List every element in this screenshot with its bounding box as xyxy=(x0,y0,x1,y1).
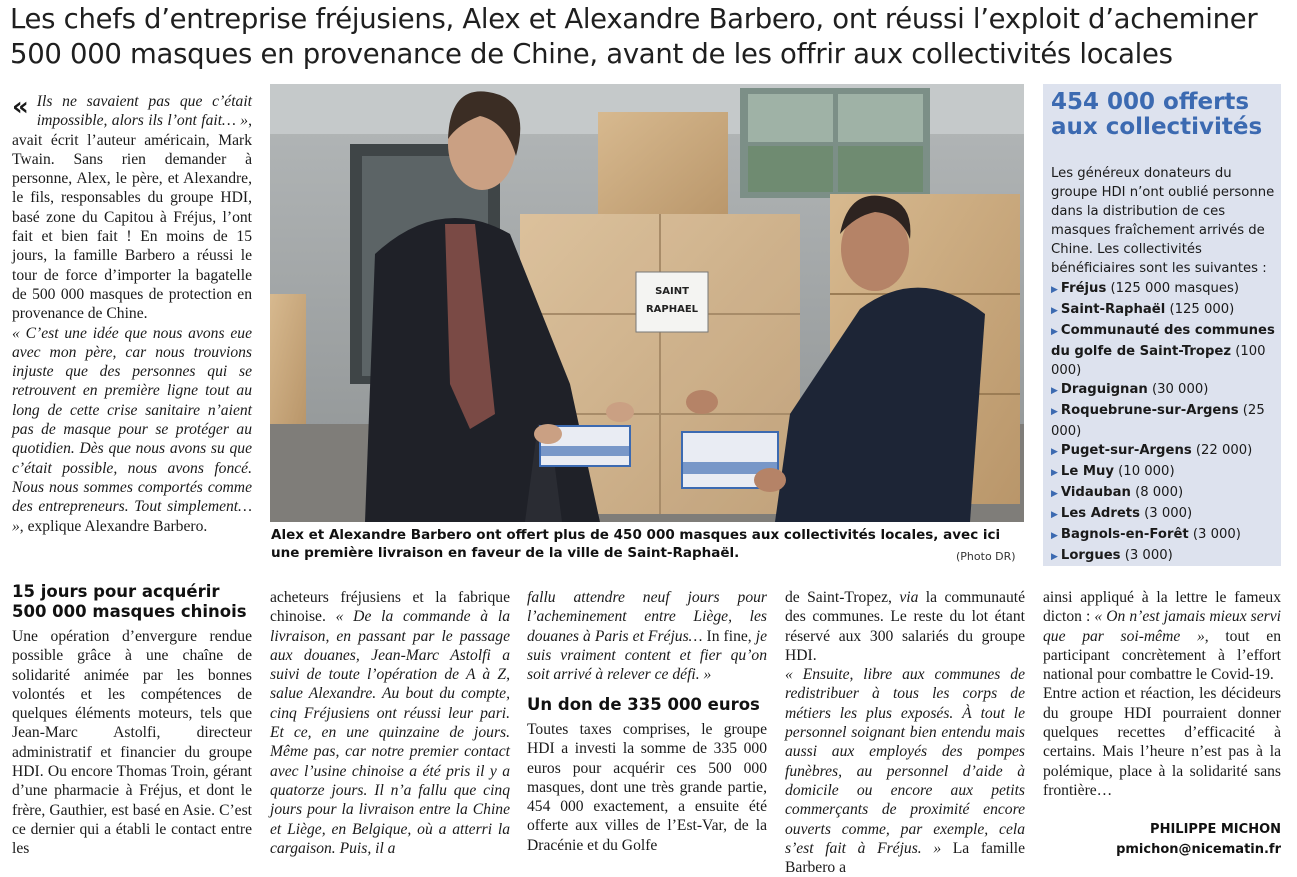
triangle-bullet-icon: ▶ xyxy=(1051,306,1058,316)
beneficiary-name: Les Adrets xyxy=(1060,506,1140,521)
triangle-bullet-icon: ▶ xyxy=(1051,285,1058,295)
photo-barbero-masks xyxy=(270,84,1024,522)
col4-quote: « Ensuite, libre aux communes de redistribuer à tous les corps de métiers les plus exposés. À tout le personnel soignant bien entendu mais aussi aux employés des pompes funèbres, au personnel d’aide à domicile ou encore aux petits commerçants de proximité encore ouverts comme, par exemple, cela s’est fait à Fréjus. » xyxy=(785,666,1025,857)
article-column-1 xyxy=(12,92,252,536)
col4-text-a: de Saint-Tropez, xyxy=(785,589,900,606)
opening-quote-mark: « xyxy=(12,92,29,122)
col5-text-b: , tout en participant concrètement à l’effort national pour combattre le Covid-19. xyxy=(1043,627,1281,684)
beneficiary-name: Draguignan xyxy=(1060,382,1148,397)
beneficiary-name: Lorgues xyxy=(1060,548,1121,563)
alexandre-quote-attribution: , explique Alexandre Barbero. xyxy=(19,517,208,535)
photo-credit: (Photo DR) xyxy=(956,550,1016,563)
alexandre-quote: « C’est une idée que nous avons eue avec mon père, car nous trouvions injuste que des personnes qui se retrouvent en première ligne tout au long de cette crise sanitaire n’aient pas de masque pour se protéger au quotidien. Dès que nous avons su que c’était possible, nous avons foncé. Nous nous sommes comportés comme des entrepreneurs. Tout simplement… » xyxy=(12,324,252,535)
headline xyxy=(10,2,1290,72)
beneficiary-amount: (125 000) xyxy=(1165,302,1235,317)
list-item xyxy=(1051,441,1279,462)
col3-quote-2: je suis vraiment content et fier qu’on soit arrivé à relever ce défi. » xyxy=(527,627,767,684)
beneficiary-amount: (25 000) xyxy=(1051,403,1265,439)
paragraph-liege xyxy=(527,588,767,684)
beneficiary-amount: (10 000) xyxy=(1113,464,1175,479)
triangle-bullet-icon: ▶ xyxy=(1051,327,1058,337)
beneficiary-amount: (3 000) xyxy=(1188,527,1241,542)
col5-text-a: ainsi appliqué à la lettre le fameux dicton : xyxy=(1043,589,1281,626)
beneficiary-name: Fréjus xyxy=(1060,281,1107,296)
box-sign-line-2: RAPHAEL xyxy=(645,304,699,315)
col2-quote: « De la commande à la livraison, en passant par le passage aux douanes, Jean-Marc Astolfi a suivi de toute l’opération de A à Z, salue Alexandre. Au bout du compte, cinq Fréjusiens ont réussi leur pari. Et ce, en une quinzaine de jours. Même pas, car notre premier contact avec l’usine chinoise a été pris il y a quatorze jours. Il n’a fallu que cinq jours pour la livraison entre la Chine et Liège, en Belgique, où a atterri la cargaison. Puis, il a xyxy=(270,608,510,857)
col4-end: La famille Barbero a xyxy=(785,839,1025,877)
subhead-don: Un don de 335 000 euros xyxy=(527,695,760,714)
beneficiaries-list xyxy=(1051,279,1279,567)
headline-line-2: 500 000 masques en provenance de Chine, avant de les offrir aux collectivités locales xyxy=(10,38,1173,70)
list-item xyxy=(1051,483,1279,504)
article-column-5 xyxy=(1043,588,1281,800)
triangle-bullet-icon: ▶ xyxy=(1051,407,1058,417)
beneficiary-name: Bagnols-en-Forêt xyxy=(1060,527,1189,542)
beneficiary-amount: (3 000) xyxy=(1139,506,1193,521)
sidebar-box xyxy=(1043,84,1281,566)
paragraph-dicton xyxy=(1043,588,1281,684)
paragraph-action: Entre action et réaction, les décideurs du groupe HDI pourraient donner quelques recettes d’efficacité à certains. Mais l’heure n’est pas à la polémique, place à la solidarité sans frontière… xyxy=(1043,685,1281,799)
article-column-2 xyxy=(270,588,510,858)
subhead-15-jours: 15 jours pour acquérir 500 000 masques chinois xyxy=(12,582,247,621)
list-item xyxy=(1051,401,1279,441)
headline-line-1: Les chefs d’entreprise fréjusiens, Alex et Alexandre Barbero, ont réussi l’exploit d’acheminer xyxy=(10,3,1258,35)
beneficiary-amount: (3 000) xyxy=(1120,548,1173,563)
byline xyxy=(1043,820,1281,860)
list-item xyxy=(1051,279,1279,300)
sidebar-title: 454 000 offerts aux collectivités xyxy=(1051,89,1263,140)
article-column-1-continued xyxy=(12,627,252,859)
photo-caption: Alex et Alexandre Barbero ont offert plus de 450 000 masques aux collectivités locales, avec ici une première livraison en faveur de la ville de Saint-Raphaël. xyxy=(271,527,1001,561)
col2-plain-text: acheteurs fréjusiens et la fabrique chinoise. xyxy=(270,589,510,626)
lead-paragraph xyxy=(12,92,252,324)
list-item xyxy=(1051,504,1279,525)
list-item xyxy=(1051,546,1279,567)
list-item xyxy=(1051,321,1279,380)
triangle-bullet-icon: ▶ xyxy=(1051,510,1058,520)
paragraph-saint-tropez xyxy=(785,588,1025,665)
sidebar-intro: Les généreux donateurs du groupe HDI n’ont oublié personne dans la distribution de ces masques fraîchement arrivés de Chine. Les collectivités bénéficiaires sont les suivantes : xyxy=(1051,166,1275,276)
box-sign-line-1: SAINT xyxy=(655,286,689,297)
triangle-bullet-icon: ▶ xyxy=(1051,489,1058,499)
paragraph-don: Toutes taxes comprises, le groupe HDI a investi la somme de 335 000 euros pour acquérir ces 500 000 masques, dont une très grande partie, 454 000 exactement, a ensuite été offerte aux villes de l’Est-Var, de la Dracénie et du Golfe xyxy=(527,721,767,854)
col3-quote-1: fallu attendre neuf jours pour l’acheminement entre Liège, les douanes à Paris et Fréjus… xyxy=(527,589,767,645)
paragraph-operation: Une opération d’envergure rendue possible grâce à une chaîne de solidarité animée par les bonnes volontés et les compétences de quelques éléments moteurs, tels que Jean-Marc Astolfi, directeur administratif et financier du groupe HDI. Ou encore Thomas Troin, gérant d’une pharmacie à Fréjus, et dont le frère, Gauthier, est basé en Asie. C’est ce dernier qui a établi le contact entre les xyxy=(12,628,252,858)
beneficiary-name: Roquebrune-sur-Argens xyxy=(1060,403,1239,418)
beneficiary-amount: (8 000) xyxy=(1130,485,1184,500)
article-column-3 xyxy=(527,588,767,684)
list-item xyxy=(1051,380,1279,401)
beneficiary-amount: (100 000) xyxy=(1051,344,1266,378)
lead-text: , avait écrit l’auteur américain, Mark Twain. Sans rien demander à personne, Alex, le père, et Alexandre, le fils, responsables du groupe HDI, basé zone du Capitou à Fréjus, l’ont fait et bien fait ! En moins de 15 jours, la famille Barbero a réussi le tour de force d’importer la bagatelle de 500 000 masques de protection en provenance de Chine. xyxy=(12,112,252,323)
author-name: PHILIPPE MICHON xyxy=(1150,822,1281,837)
col4-via: via xyxy=(899,589,919,606)
beneficiary-name: Vidauban xyxy=(1060,485,1131,500)
beneficiary-amount: (125 000 masques) xyxy=(1106,281,1240,296)
article-column-3-continued xyxy=(527,720,767,855)
beneficiary-amount: (30 000) xyxy=(1147,382,1209,397)
list-item xyxy=(1051,525,1279,546)
col4-text-b: la communauté des communes. Le reste du lot étant réservé aux 300 salariés du groupe HDI. xyxy=(785,589,1025,664)
article-photo xyxy=(270,84,1024,522)
col5-quote: « On n’est jamais mieux servi que par soi-même » xyxy=(1043,608,1281,645)
article-column-4 xyxy=(785,588,1025,877)
triangle-bullet-icon: ▶ xyxy=(1051,531,1058,541)
author-email[interactable]: pmichon@nicematin.fr xyxy=(1116,842,1281,857)
triangle-bullet-icon: ▶ xyxy=(1051,468,1058,478)
beneficiary-name: Le Muy xyxy=(1060,464,1114,479)
lead-quote: Ils ne savaient pas que c’était impossible, alors ils l’ont fait… » xyxy=(36,93,252,130)
beneficiary-name: Puget-sur-Argens xyxy=(1060,443,1192,458)
paragraph-commande xyxy=(270,588,510,858)
list-item xyxy=(1051,462,1279,483)
beneficiary-name: Saint-Raphaël xyxy=(1060,302,1166,317)
beneficiary-amount: (22 000) xyxy=(1191,443,1253,458)
beneficiary-name: Communauté des communes du golfe de Saint-Tropez xyxy=(1051,323,1275,359)
list-item xyxy=(1051,300,1279,321)
col3-plain: In fine, xyxy=(702,627,756,645)
paragraph-ensuite xyxy=(785,665,1025,877)
triangle-bullet-icon: ▶ xyxy=(1051,447,1058,457)
triangle-bullet-icon: ▶ xyxy=(1051,552,1058,562)
triangle-bullet-icon: ▶ xyxy=(1051,386,1058,396)
paragraph-quote-alexandre xyxy=(12,324,252,536)
